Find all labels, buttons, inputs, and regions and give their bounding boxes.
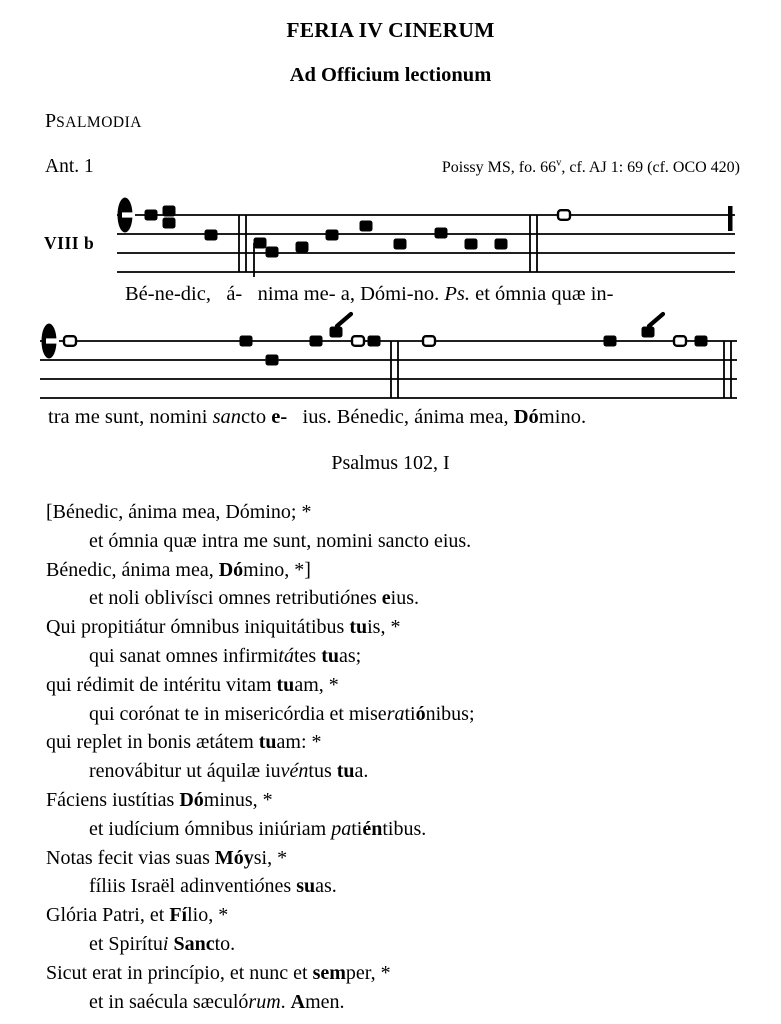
text-segment: fíliis Israël adinventi (89, 875, 255, 898)
text-segment: Qui propitiátur ómnibus iniquitátibus (46, 616, 350, 639)
text-segment: tu (276, 673, 295, 696)
text-segment: tra me sunt, nomini (48, 406, 213, 428)
text-segment: tu (336, 760, 355, 783)
text-segment: tu (321, 644, 339, 667)
text-segment: qui rédimit de intéritu vitam (46, 673, 277, 696)
text-segment: i (162, 932, 169, 955)
text-segment: tus (308, 760, 337, 783)
text-segment: Glória Patri, et (46, 904, 170, 927)
text-segment: et ómnia quæ in- (469, 283, 614, 305)
text-segment: is, * (367, 616, 401, 639)
text-segment: ti (404, 702, 416, 725)
text-segment: [Bénedic, ánima mea, Dómino; * (46, 501, 312, 523)
text-segment: am, * (294, 673, 339, 696)
text-segment: rum (248, 990, 281, 1013)
text-segment: pa (331, 817, 352, 840)
text-segment: Móy (214, 846, 254, 869)
psalm-verse-line (0, 556, 760, 585)
source-reference-superscript: v (556, 157, 562, 169)
text-segment: men. (305, 990, 345, 1013)
text-segment: én (362, 817, 383, 840)
text-segment: lio, * (187, 904, 229, 927)
text-segment: Dó (513, 406, 539, 428)
text-segment: Bénedic, ánima mea, (46, 558, 219, 581)
text-segment: Sicut erat in princípio, et nunc et (46, 961, 313, 984)
text-segment: Dó (179, 788, 204, 811)
text-segment: as. (315, 875, 337, 898)
text-segment: tu (258, 731, 277, 754)
text-segment: tá (278, 644, 294, 667)
text-segment: qui replet in bonis ætátem (46, 731, 259, 754)
psalm-verse-line (0, 613, 760, 642)
text-segment: to. (214, 932, 236, 955)
text-segment: ó (415, 702, 426, 725)
text-segment: qui corónat te in misericórdia et mise (89, 702, 387, 725)
text-segment: mino. (538, 406, 587, 428)
page-title: FERIA IV CINERUM (286, 18, 495, 42)
psalm-verse-line (0, 988, 760, 1017)
text-segment: cto (241, 406, 272, 428)
text-segment: ó (340, 587, 351, 610)
text-segment: et ómnia quæ intra me sunt, nomini sancto eius. (89, 529, 472, 552)
psalm-verse-line (0, 700, 760, 729)
antiphon-label: Ant. 1 (45, 156, 94, 177)
psalm-verse-line (0, 815, 760, 844)
text-segment: ius. Bénedic, ánima mea, (287, 406, 514, 428)
page-subtitle: Ad Officium lectionum (289, 64, 492, 86)
text-segment: qui sanat omnes infirmi (89, 644, 279, 667)
text-segment: . (280, 990, 291, 1013)
text-segment: ó (254, 875, 265, 898)
text-segment: vén (280, 760, 309, 783)
text-segment: nes (350, 587, 382, 610)
psalm-verse-line (0, 844, 760, 873)
text-segment: Fí (169, 904, 188, 927)
chant-lyrics-line-1 (125, 283, 613, 306)
text-segment: am: * (276, 731, 322, 754)
section-heading-rest: SALMODIA (56, 114, 142, 131)
text-segment: ra (386, 702, 405, 725)
text-segment: san (212, 406, 242, 428)
text-segment: Sanc (173, 932, 215, 955)
text-segment: et Spirítu (89, 932, 163, 955)
psalm-verse-line (0, 872, 760, 901)
text-segment: A (290, 990, 306, 1013)
psalm-verse-line (0, 728, 760, 757)
psalm-verse-line (0, 786, 760, 815)
text-segment: Bé-ne-dic, á- nima me- a, Dómi-no. (125, 283, 445, 305)
source-reference-post: , cf. AJ 1: 69 (cf. OCO 420) (561, 159, 740, 176)
text-segment: per, * (345, 961, 391, 984)
text-segment: nes (264, 875, 297, 898)
text-segment: e- (271, 406, 288, 428)
text-segment: tu (349, 616, 368, 639)
text-segment: e (381, 587, 391, 610)
text-segment: si, * (253, 846, 288, 869)
text-segment: renovábitur ut áquilæ iu (89, 760, 281, 783)
text-segment: minus, * (203, 788, 273, 811)
psalm-verse-line (0, 671, 760, 700)
psalm-verse-line (0, 930, 760, 959)
text-segment: a. (354, 760, 369, 783)
text-segment: nibus; (425, 702, 475, 725)
text-segment: Notas fecit vias suas (46, 846, 215, 869)
psalm-verse-line (0, 959, 760, 988)
text-segment: as; (339, 644, 362, 667)
text-segment: Dó (218, 558, 244, 581)
text-segment: tes (293, 644, 322, 667)
mode-label: VIII b (44, 233, 95, 253)
text-segment: mino, *] (243, 558, 311, 581)
chant-lyrics-line-2 (48, 406, 586, 429)
text-segment: et iudícium ómnibus iniúriam (89, 817, 332, 840)
psalm-verse-line (0, 901, 760, 930)
text-segment: ius. (390, 587, 419, 610)
psalm-verse-line (0, 584, 760, 613)
psalm-verse-line (0, 757, 760, 786)
psalm-heading: Psalmus 102, I (331, 452, 450, 474)
text-segment: ti (351, 817, 363, 840)
psalm-verse-line (0, 498, 760, 527)
text-segment: su (296, 875, 316, 898)
text-segment: sem (312, 961, 346, 984)
text-segment: tibus. (382, 817, 427, 840)
text-segment: et in saécula sæculó (89, 990, 249, 1013)
text-segment: Fáciens iustítias (46, 788, 180, 811)
psalm-text-block (0, 498, 760, 1016)
text-segment: et noli oblivísci omnes retributi (89, 587, 341, 610)
psalm-verse-line (0, 642, 760, 671)
psalm-verse-line (0, 527, 760, 556)
text-segment: Ps. (444, 283, 470, 305)
source-reference (442, 159, 740, 177)
section-heading-initial: P (45, 110, 57, 132)
section-heading-psalmodia (45, 110, 142, 133)
source-reference-pre: Poissy MS, fo. 66 (441, 159, 557, 176)
